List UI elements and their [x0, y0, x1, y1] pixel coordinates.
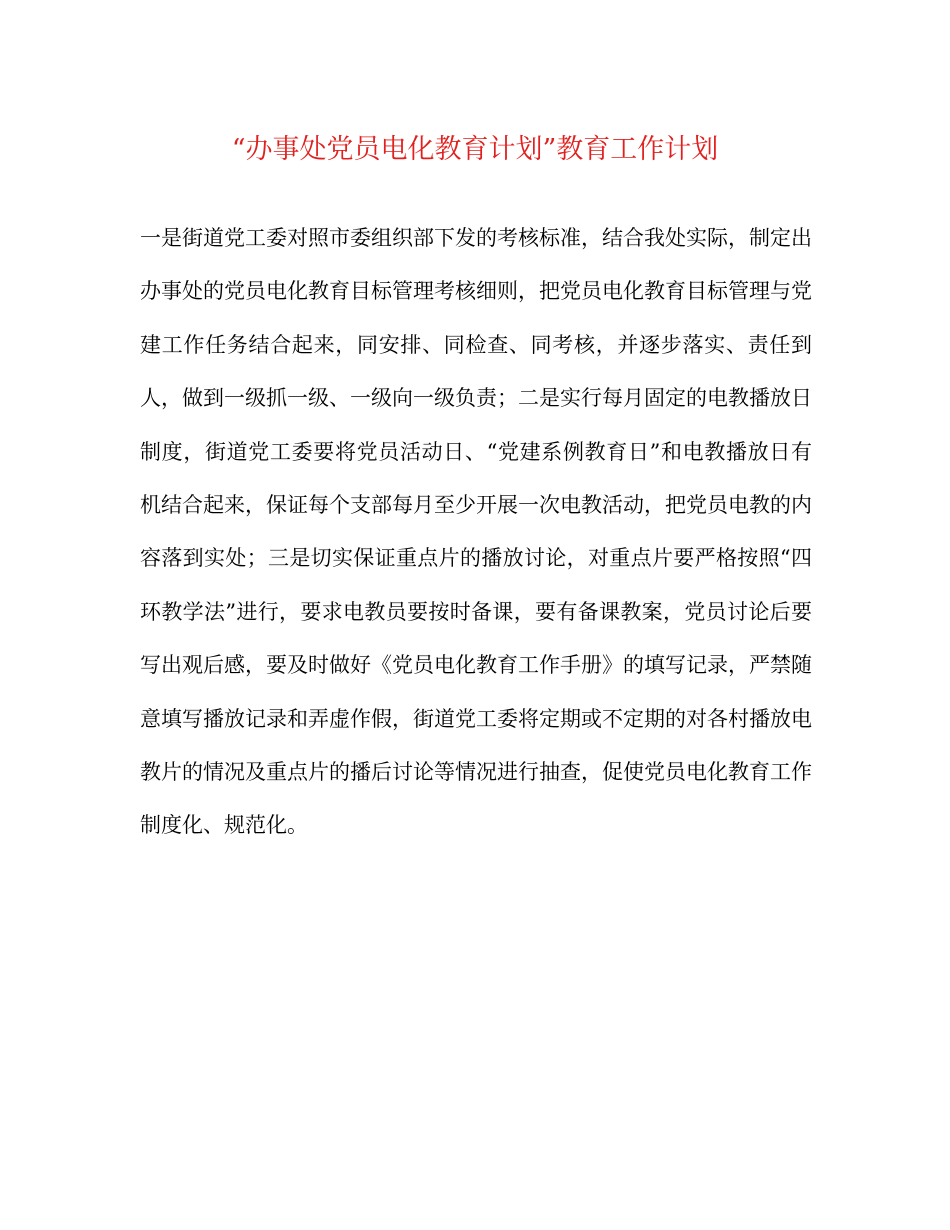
document-title: “办事处党员电化教育计划”教育工作计划 [231, 134, 719, 165]
body-paragraph: 一是街道党工委对照市委组织部下发的考核标准，结合我处实际，制定出办事处的党员电化教育目标管理考核细则，把党员电化教育目标管理与党建工作任务结合起来，同安排、同检查、同考核，并逐步落实、责任到人，做到一级抓一级、一级向一级负责；二是实行每月固定的电教播放日制度，街道党工委要将党员活动日、“党建系例教育日”和电教播放日有机结合起来，保证每个支部每月至少开展一次电教活动，把党员电教的内容落到实处；三是切实保证重点片的播放讨论，对重点片要严格按照“四环教学法”进行，要求电教员要按时备课，要有备课教案，党员讨论后要写出观后感，要及时做好《党员电化教育工作手册》的填写记录，严禁随意填写播放记录和弄虚作假，街道党工委将定期或不定期的对各村播放电教片的情况及重点片的播后讨论等情况进行抽查，促使党员电化教育工作制度化、规范化。 [140, 226, 812, 838]
